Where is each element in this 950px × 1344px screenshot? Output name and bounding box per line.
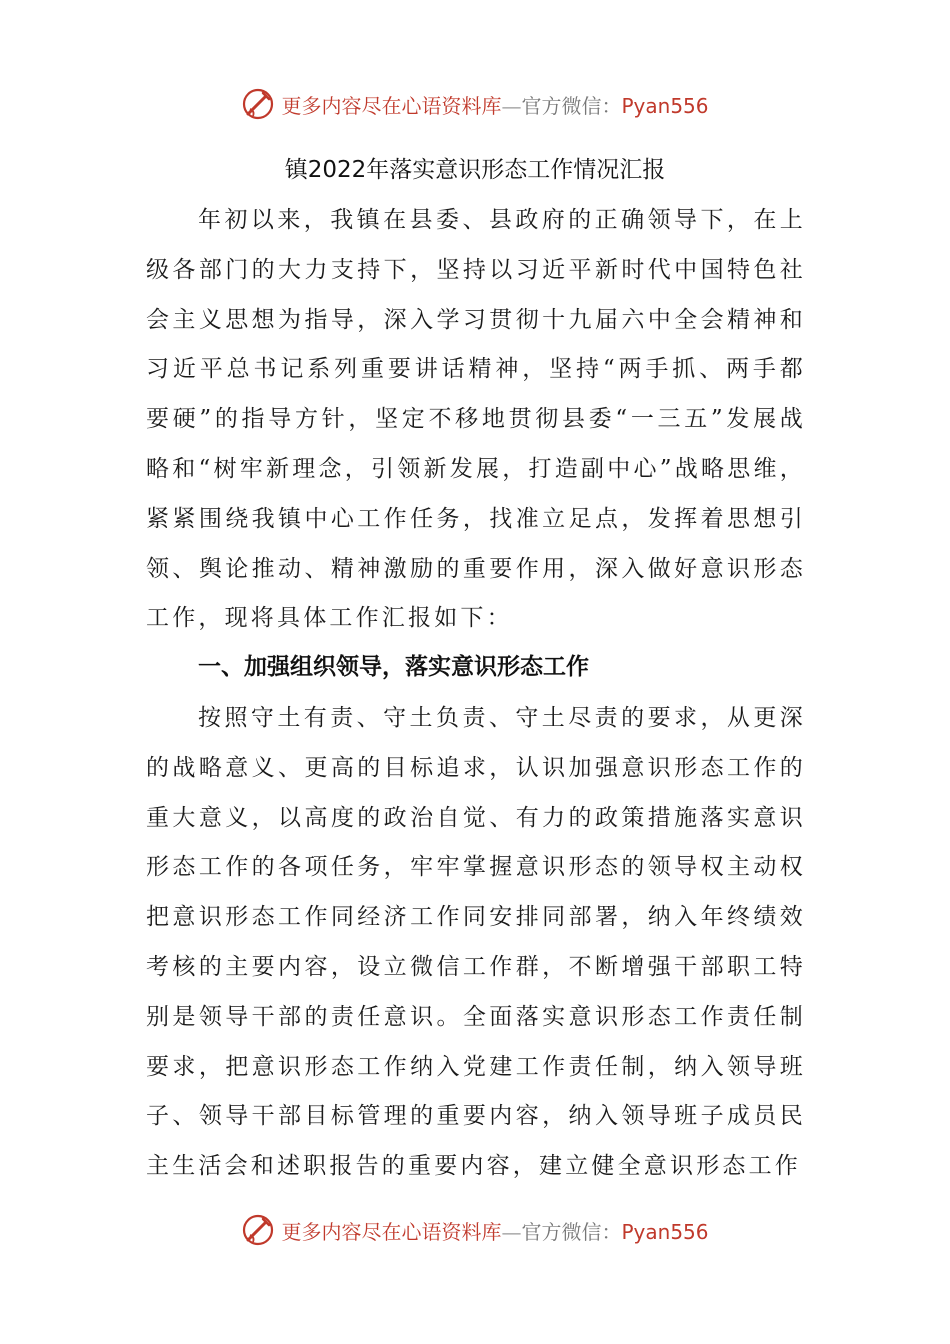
pen-logo-icon — [241, 1213, 275, 1247]
section-1-paragraph: 按照守土有责、守土负责、守土尽责的要求，从更深的战略意义、更高的目标追求，认识加强意识形态工作的重大意义，以高度的政治自觉、有力的政策措施落实意识形态工作的各项任务，牢牢掌握意识形态的领导权主动权把意识形态工作同经济工作同安排同部署，纳入年终绩效考核的主要内容，设立微信工作群，不断增强干部职工特别是领导干部的责任意识。全面落实意识形态工作责任制要求，把意识形态工作纳入党建工作责任制，纳入领导班子、领导干部目标管理的重要内容，纳入领导班子成员民主生活会和述职报告的重要内容，建立健全意识形态工作 — [146, 705, 806, 1180]
watermark-site-text: 更多内容尽在心语资料库 — [281, 93, 502, 118]
watermark-wechat-id: Pyan556 — [621, 1219, 709, 1244]
footer-watermark — [0, 1210, 950, 1250]
watermark-site-text: 更多内容尽在心语资料库 — [281, 1219, 502, 1244]
intro-paragraph: 年初以来，我镇在县委、县政府的正确领导下，在上级各部门的大力支持下，坚持以习近平新时代中国特色社会主义思想为指导，深入学习贯彻十九届六中全会精神和习近平总书记系列重要讲话精神，坚持“两手抓、两手都要硬”的指导方针，坚定不移地贯彻县委“一三五”发展战略和“树牢新理念，引领新发展，打造副中心”战略思维，紧紧围绕我镇中心工作任务，找准立足点，发挥着思想引领、舆论推动、精神激励的重要作用，深入做好意识形态工作，现将具体工作汇报如下： — [146, 207, 806, 632]
section-heading-1: 一、加强组织领导，落实意识形态工作 — [198, 654, 589, 680]
watermark-text — [281, 1216, 708, 1245]
watermark-dash: — — [501, 1219, 522, 1244]
pen-logo-icon — [241, 87, 275, 121]
header-watermark — [0, 84, 950, 124]
watermark-text — [281, 90, 708, 119]
watermark-dash: — — [501, 93, 522, 118]
watermark-label: 官方微信： — [521, 1219, 622, 1244]
document-title: 镇2022年落实意识形态工作情况汇报 — [284, 157, 666, 183]
watermark-wechat-id: Pyan556 — [621, 93, 709, 118]
watermark-label: 官方微信： — [521, 93, 622, 118]
